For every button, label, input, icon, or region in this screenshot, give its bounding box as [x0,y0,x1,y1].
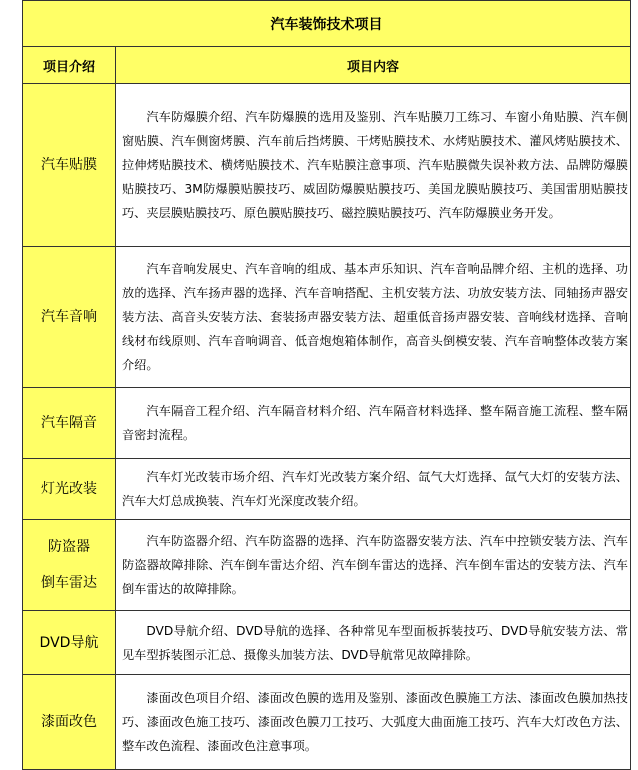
title-row [23,1,631,47]
row-category: DVD导航 [23,611,116,675]
table-title: 汽车装饰技术项目 [23,1,631,47]
row-category: 漆面改色 [23,675,116,770]
header-row [23,47,631,84]
project-table [22,0,630,769]
row-category-line: 倒车雷达 [41,575,97,591]
row-content: 汽车防盗器介绍、汽车防盗器的选择、汽车防盗器安装方法、汽车中控锁安装方法、汽车防盗器故障排除、汽车倒车雷达介绍、汽车倒车雷达的选择、汽车倒车雷达的安装方法、汽车倒车雷达的故障排除。 [116,520,631,611]
table-row [23,675,631,770]
row-content: 汽车隔音工程介绍、汽车隔音材料介绍、汽车隔音材料选择、整车隔音施工流程、整车隔音密封流程。 [116,388,631,459]
table-row [23,247,631,388]
row-content: 汽车防爆膜介绍、汽车防爆膜的选用及鉴别、汽车贴膜刀工练习、车窗小角贴膜、汽车侧窗贴膜、汽车侧窗烤膜、汽车前后挡烤膜、干烤贴膜技术、水烤贴膜技术、灌风烤贴膜技术、拉伸烤贴膜技术、横烤贴膜技术、汽车贴膜注意事项、汽车贴膜微失误补救方法、品牌防爆膜贴膜技巧、3M防爆膜贴膜技巧、威固防爆膜贴膜技巧、美国龙膜贴膜技巧、美国雷朋贴膜技巧、夹层膜贴膜技巧、原色膜贴膜技巧、磁控膜贴膜技巧、汽车防爆膜业务开发。 [116,84,631,247]
row-content: 汽车音响发展史、汽车音响的组成、基本声乐知识、汽车音响品牌介绍、主机的选择、功放的选择、汽车扬声器的选择、汽车音响搭配、主机安装方法、功放安装方法、同轴扬声器安装方法、高音头安装方法、套装扬声器安装方法、超重低音扬声器安装、音响线材选择、音响线材布线原则、汽车音响调音、低音炮炮箱体制作，高音头倒模安装、汽车音响整体改装方案介绍。 [116,247,631,388]
table-row [23,611,631,675]
table-row [23,388,631,459]
row-category: 汽车隔音 [23,388,116,459]
row-category [23,520,116,611]
row-content: 汽车灯光改装市场介绍、汽车灯光改装方案介绍、氙气大灯选择、氙气大灯的安装方法、汽车大灯总成换装、汽车灯光深度改装介绍。 [116,459,631,520]
table-row [23,459,631,520]
header-content: 项目内容 [116,47,631,84]
header-category: 项目介绍 [23,47,116,84]
row-content: DVD导航介绍、DVD导航的选择、各种常见车型面板拆装技巧、DVD导航安装方法、常见车型拆装图示汇总、摄像头加装方法、DVD导航常见故障排除。 [116,611,631,675]
row-category: 汽车音响 [23,247,116,388]
row-category: 汽车贴膜 [23,84,116,247]
row-content: 漆面改色项目介绍、漆面改色膜的选用及鉴别、漆面改色膜施工方法、漆面改色膜加热技巧、漆面改色施工技巧、漆面改色膜刀工技巧、大弧度大曲面施工技巧、汽车大灯改色方法、整车改色流程、漆面改色注意事项。 [116,675,631,770]
table-row [23,84,631,247]
table-row [23,520,631,611]
row-category: 灯光改装 [23,459,116,520]
row-category-line: 防盗器 [48,539,90,555]
